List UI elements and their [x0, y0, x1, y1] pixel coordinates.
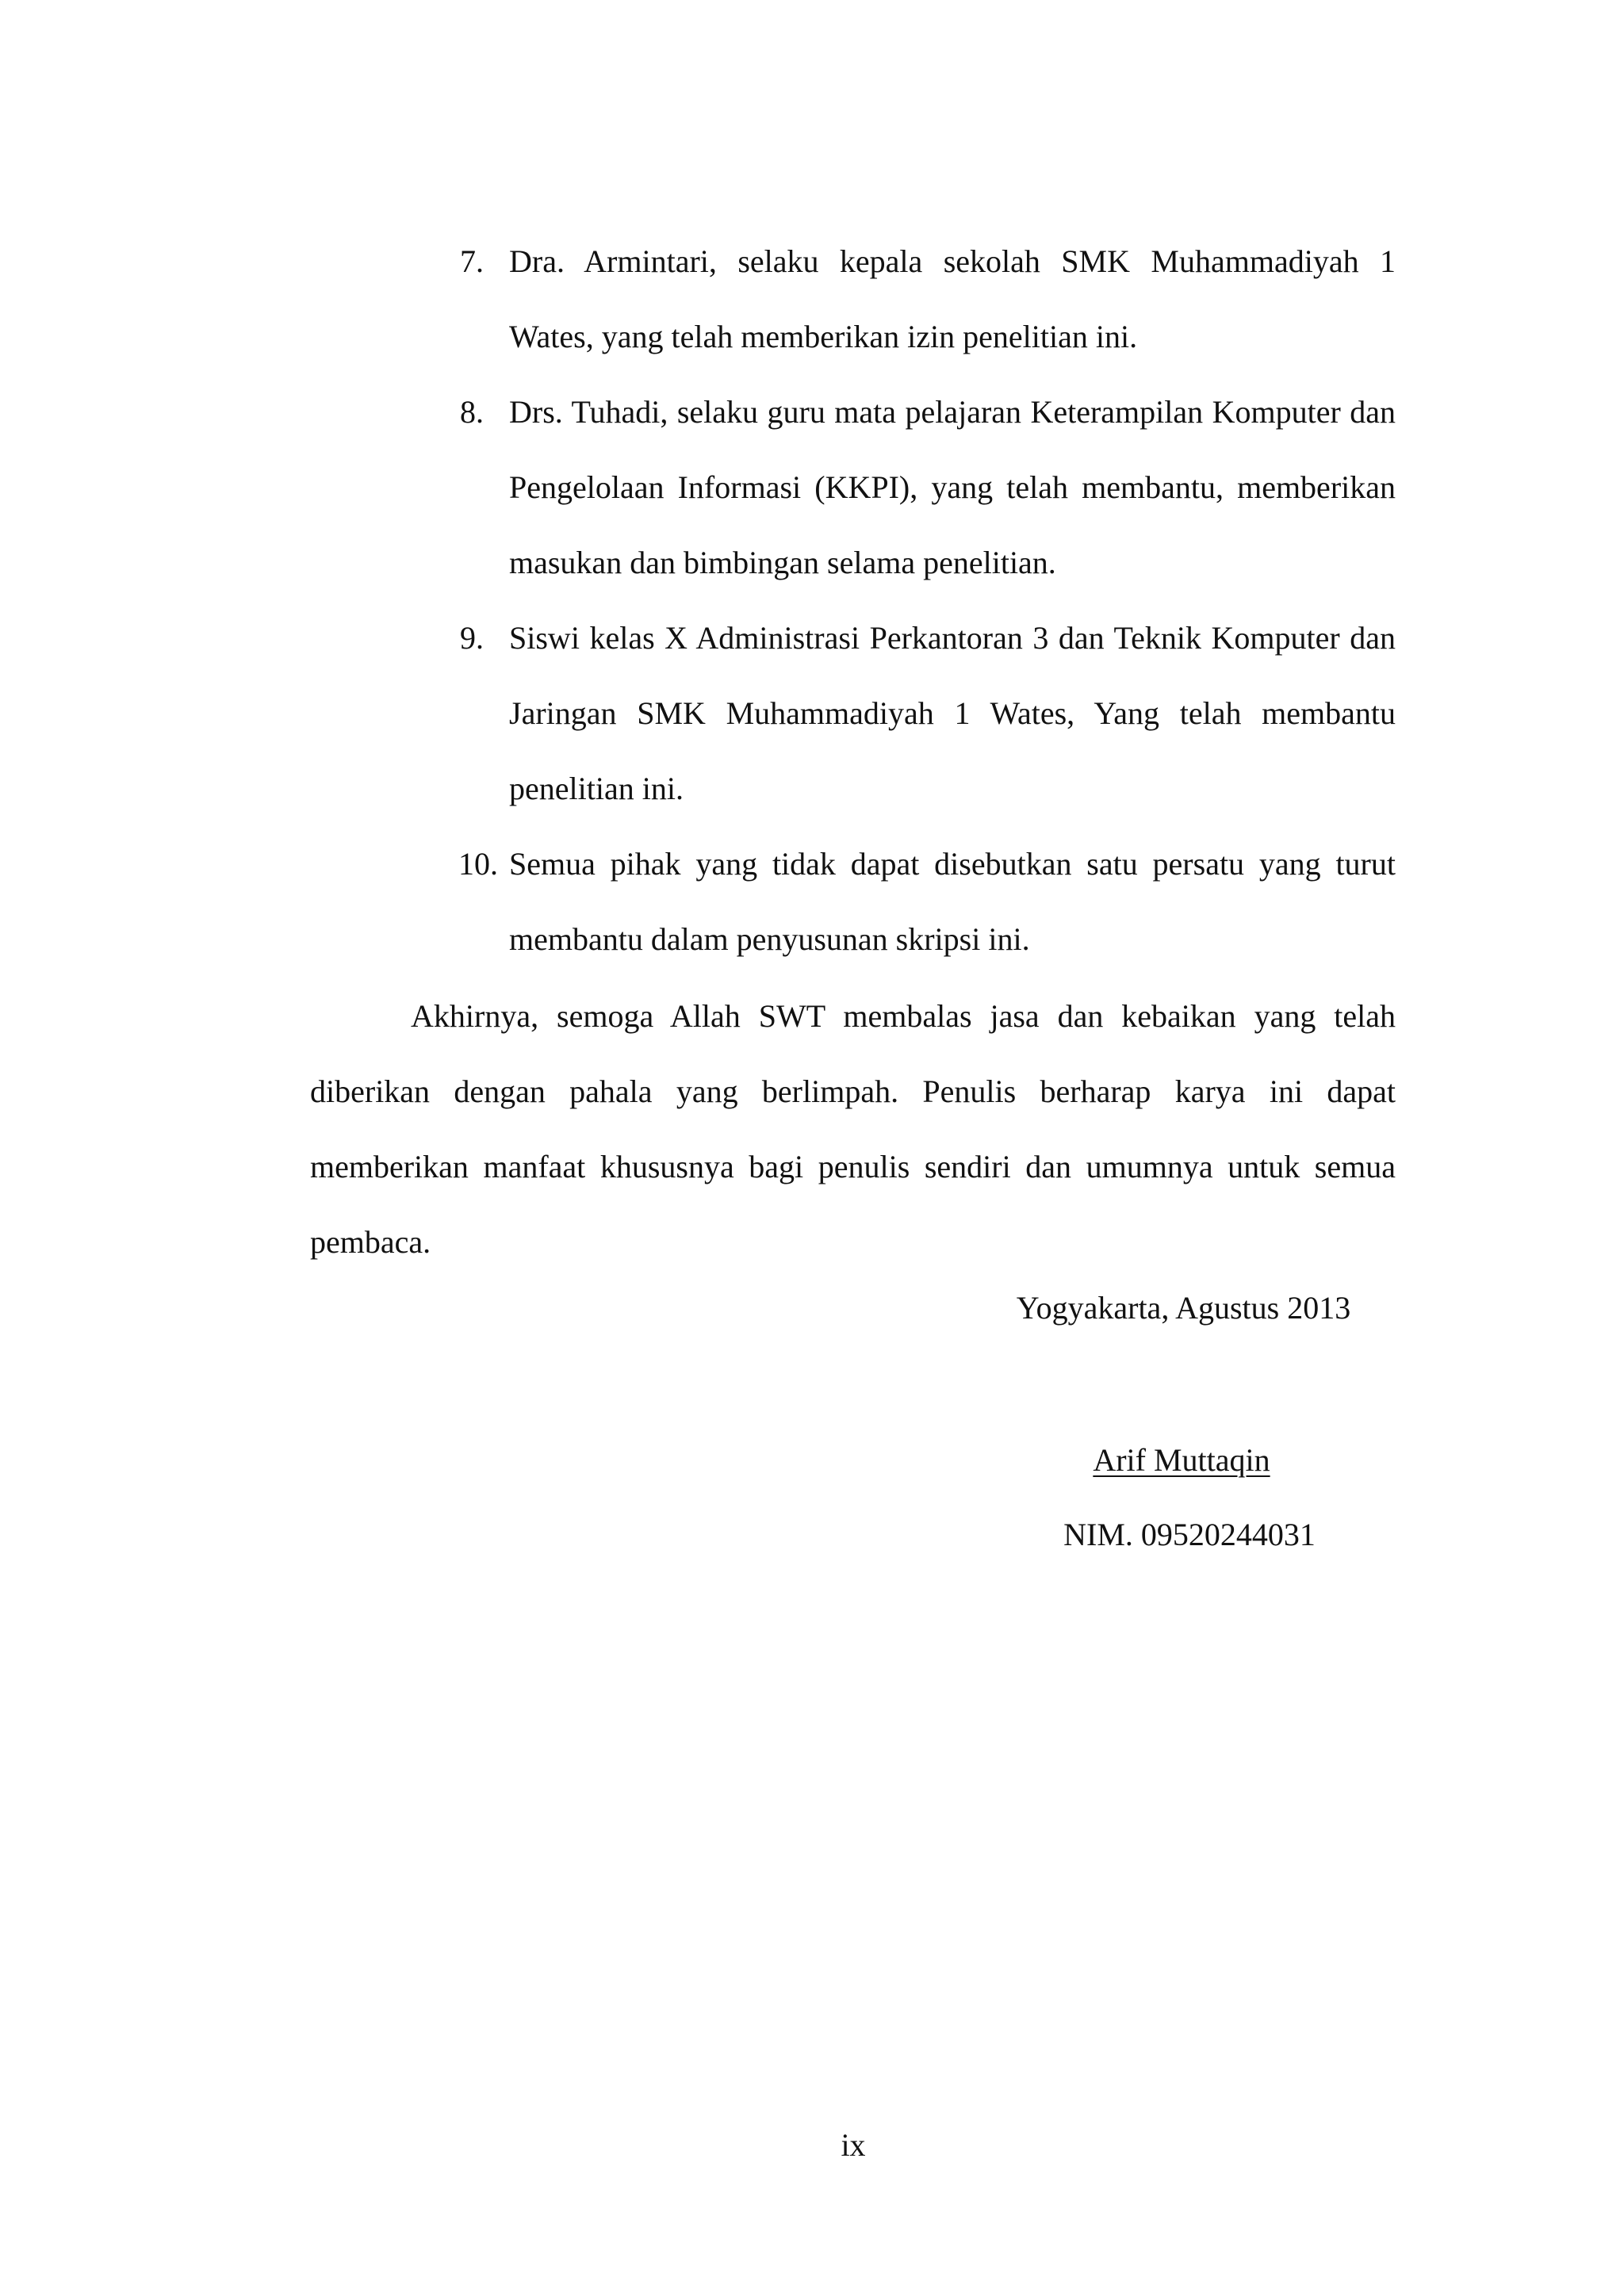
list-item-number: 10. — [458, 846, 498, 882]
list-item — [460, 224, 1396, 374]
acknowledgement-list — [460, 224, 1396, 977]
list-item-number: 8. — [460, 394, 484, 430]
page-number: ix — [841, 2127, 866, 2163]
signature-name — [1023, 1442, 1340, 1478]
list-item — [460, 600, 1396, 826]
list-item-number: 9. — [460, 620, 484, 656]
closing-paragraph: Akhirnya, semoga Allah SWT membalas jasa dan kebaikan yang telah diberikan dengan pahala yang berlimpah. Penulis berharap karya ini dapat memberikan manfaat khususnya bagi penulis sendiri dan umumnya untuk semua pembaca. — [310, 998, 1396, 1260]
signature-name-text: Arif Muttaqin — [1093, 1442, 1270, 1478]
signature-nim: NIM. 09520244031 — [1063, 1517, 1316, 1552]
signature-place-date: Yogyakarta, Agustus 2013 — [1016, 1290, 1351, 1326]
list-item-number: 7. — [460, 243, 484, 279]
list-item-text: Dra. Armintari, selaku kepala sekolah SMK Muhammadiyah 1 Wates, yang telah memberikan izin penelitian ini. — [509, 243, 1396, 354]
list-item — [460, 374, 1396, 600]
list-item — [460, 826, 1396, 977]
list-item-text: Semua pihak yang tidak dapat disebutkan satu persatu yang turut membantu dalam penyusunan skripsi ini. — [509, 846, 1396, 957]
list-item-text: Drs. Tuhadi, selaku guru mata pelajaran Keterampilan Komputer dan Pengelolaan Informasi (KKPI), yang telah membantu, memberikan masukan dan bimbingan selama penelitian. — [509, 394, 1396, 580]
list-item-text: Siswi kelas X Administrasi Perkantoran 3 dan Teknik Komputer dan Jaringan SMK Muhammadiyah 1 Wates, Yang telah membantu penelitian ini. — [509, 620, 1396, 806]
